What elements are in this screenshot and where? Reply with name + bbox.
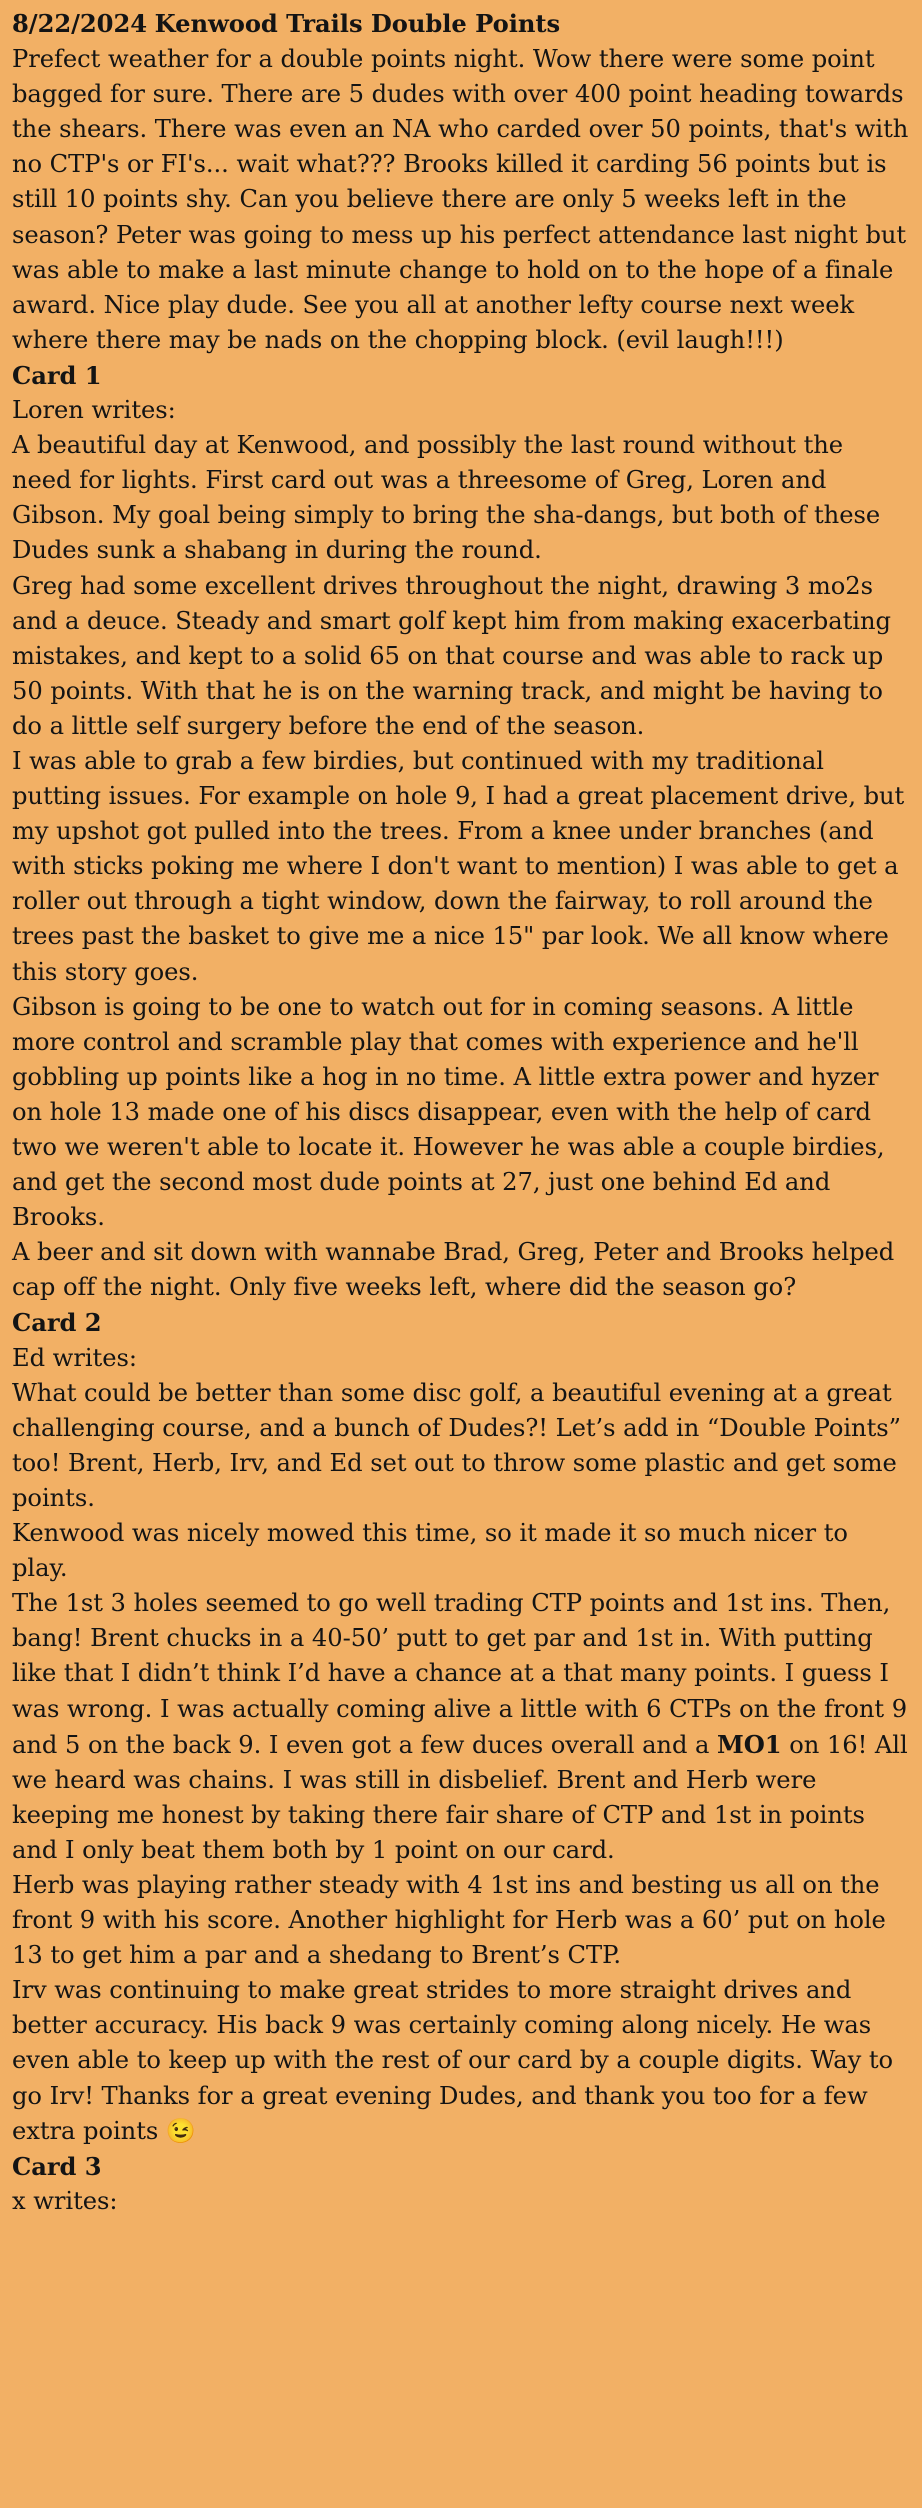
card-2-paragraph: [12, 1586, 910, 1868]
card-2-paragraph: Irv was continuing to make great strides to more straight drives and better accuracy. His back 9 was certainly coming along nicely. He was even able to keep up with the rest of our card by a couple digits. Way to go Irv! Thanks for a great evening Dudes, and thank you too for a few extra points 😉: [12, 1976, 894, 2145]
card-1-paragraph: I was able to grab a few birdies, but continued with my traditional putting issues. For example on hole 9, I had a great placement drive, but my upshot got pulled into the trees. From a knee under branches (and with sticks poking me where I don't want to mention) I was able to get a roller out through a tight window, down the fairway, to roll around the trees past the basket to give me a nice 15" par look. We all know where this story goes.: [12, 746, 905, 986]
card-1-paragraph: Gibson is going to be one to watch out for in coming seasons. A little more control and scramble play that comes with experience and he'll gobbling up points like a hog in no time. A little extra power and hyzer on hole 13 made one of his discs disappear, even with the help of card two we weren't able to locate it. However he was able a couple birdies, and get the second most dude points at 27, just one behind Ed and Brooks.: [12, 992, 885, 1232]
card-2-paragraph: Kenwood was nicely mowed this time, so it made it so much nicer to play.: [12, 1519, 848, 1583]
post-title: [12, 6, 910, 42]
card-2-paragraph: Herb was playing rather steady with 4 1st ins and besting us all on the front 9 with his score. Another highlight for Herb was a 60’ put on hole 13 to get him a par and a shedang to Brent’s CTP.: [12, 1870, 886, 1970]
card-2-heading: Card 2: [12, 1308, 102, 1338]
card-1-paragraph: A beer and sit down with wannabe Brad, Greg, Peter and Brooks helped cap off the night. Only five weeks left, where did the season go?: [12, 1238, 895, 1302]
card-1-paragraph: Greg had some excellent drives throughout the night, drawing 3 mo2s and a deuce. Steady and smart golf kept him from making exacerbating mistakes, and kept to a solid 65 on that course and was able to rack up 50 points. With that he is on the warning track, and might be having to do a little self surgery before the end of the season.: [12, 571, 891, 740]
card-2-text: The 1st 3 holes seemed to go well trading CTP points and 1st ins. Then, bang! Brent chucks in a 40-50’ putt to get par and 1st in. With putting like that I didn’t think I’d have a chance at a that many points. I guess I was wrong. I was actually coming alive a little with 6 CTPs on the front 9 and 5 on the back 9. I even got a few duces overall and a: [12, 1589, 908, 1759]
intro-paragraph: Prefect weather for a double points night. Wow there were some point bagged for sure. There are 5 dudes with over 400 point heading towards the shears. There was even an NA who carded over 50 points, that's with no CTP's or FI's... wait what??? Brooks killed it carding 56 points but is still 10 points shy. Can you believe there are only 5 weeks left in the season? Peter was going to mess up his perfect attendance last night but was able to make a last minute change to hold on to the hope of a finale award. Nice play dude. See you all at another lefty course next week where there may be nads on the chopping block. (evil laugh!!!): [12, 45, 909, 354]
mo1-bold-text: MO1: [717, 1729, 782, 1759]
post-title-text: Kenwood Trails Double Points: [154, 9, 561, 38]
card-3-heading: Card 3: [12, 2151, 102, 2181]
card-1-author: Loren writes:: [12, 396, 176, 425]
card-2-text: on 16! All we heard was chains. I was still in disbelief. Brent and Herb were keeping me honest by taking there fair share of CTP and 1st in points and I only beat them both by 1 point on our card.: [12, 1730, 908, 1864]
card-1-heading: Card 1: [12, 360, 102, 390]
post-date: 8/22/2024: [12, 9, 148, 38]
card-2-author: Ed writes:: [12, 1343, 137, 1372]
card-1-paragraph: A beautiful day at Kenwood, and possibly the last round without the need for lights. First card out was a threesome of Greg, Loren and Gibson. My goal being simply to bring the sha-dangs, but both of these Dudes sunk a shabang in during the round.: [12, 431, 881, 565]
card-3-author: x writes:: [12, 2186, 118, 2215]
card-2-paragraph: What could be better than some disc golf, a beautiful evening at a great challenging course, and a bunch of Dudes?! Let’s add in “Double Points” too! Brent, Herb, Irv, and Ed set out to throw some plastic and get some points.: [12, 1378, 901, 1512]
